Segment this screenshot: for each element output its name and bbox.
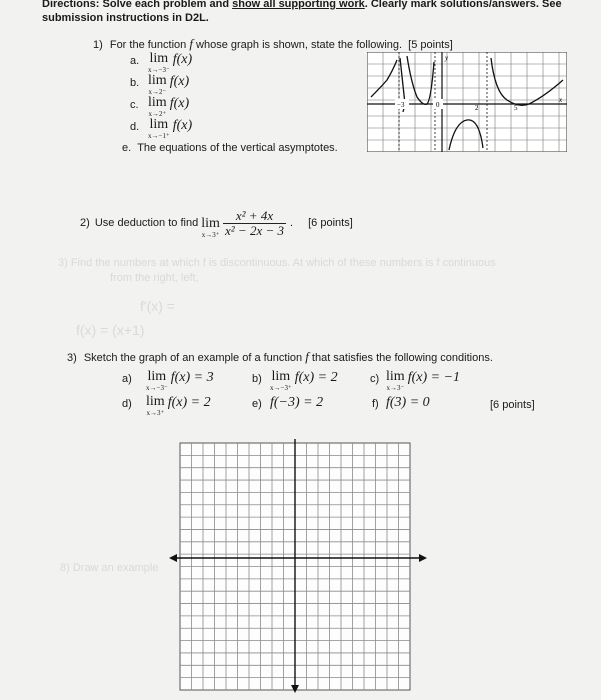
q2-prompt [80, 207, 353, 239]
q1-item-c [130, 96, 189, 118]
q1-item-e [122, 142, 338, 154]
q2-prompt-text: Use deduction to find [94, 217, 199, 229]
condition-label: c) [370, 373, 380, 385]
lim-subscript: x→3⁻ [386, 384, 405, 392]
q3-number: 3) [67, 352, 77, 364]
condition-expr: f(x) = −1 [407, 370, 461, 385]
q1-item-d [130, 118, 192, 140]
lim-word: lim [148, 73, 167, 88]
condition-label: a) [122, 373, 132, 385]
q1-prompt [93, 36, 453, 52]
condition-expr: f(−3) = 2 [270, 395, 324, 410]
q1-expr: f(x) [169, 74, 190, 89]
q1-prompt-a: For the function [109, 39, 190, 51]
q3-prompt-a: Sketch the graph of an example of a function [83, 352, 306, 364]
q3-condition-d [122, 395, 211, 417]
condition-expr: f(x) = 3 [170, 370, 214, 385]
graph-label-x: x [559, 96, 563, 104]
q2-fraction [223, 209, 286, 238]
directions-text: Directions: Solve each problem and [42, 0, 233, 10]
lim-word: lim [201, 216, 220, 231]
q2-numerator: x² + 4x [223, 209, 286, 224]
lim-subscript: x→−3⁻ [146, 384, 168, 392]
ghost-line-2: from the right, left, [110, 272, 199, 284]
lim-word: lim [147, 369, 167, 384]
condition-expr: f(x) = 2 [167, 395, 211, 410]
q1-item-letter: c. [130, 99, 139, 111]
q1-number: 1) [93, 39, 103, 51]
q1-item-letter: b. [130, 77, 140, 89]
q2-number: 2) [80, 217, 90, 229]
lim-subscript: x→2⁺ [148, 110, 167, 118]
q3-condition-c [370, 370, 460, 392]
q1-item-letter: e. [122, 142, 132, 154]
q2-period: . [289, 217, 294, 229]
lim-subscript: x→3⁺ [201, 231, 220, 239]
directions-text-end: . Clearly mark solutions/answers. See [364, 0, 562, 10]
graph-label-five: 5 [514, 104, 518, 112]
condition-expr: f(3) = 0 [386, 395, 430, 410]
ghost-line-5: 8) Draw an example [60, 562, 159, 574]
q1-prompt-b: whose graph is shown, state the following. [192, 39, 403, 51]
x-axis-right-arrow-icon [419, 554, 427, 562]
q1-item-e-text: The equations of the vertical asymptotes. [137, 142, 338, 154]
q3-prompt [67, 349, 493, 365]
lim-subscript: x→3⁺ [146, 409, 165, 417]
lim-word: lim [148, 95, 167, 110]
q1-item-letter: a. [130, 55, 140, 67]
q3-condition-b [252, 370, 338, 392]
q3-condition-a [122, 370, 214, 392]
lim-subscript: x→2⁻ [148, 88, 167, 96]
lim-word: lim [146, 394, 165, 409]
q1-func: f [189, 36, 193, 51]
graph-label-y: y [445, 54, 449, 62]
directions [42, 0, 582, 25]
q1-item-a [130, 52, 192, 74]
q1-expr: f(x) [172, 52, 193, 67]
directions-emphasis: show all supporting work [232, 0, 365, 10]
q1-points: [5 points] [408, 39, 453, 51]
lim-word: lim [149, 51, 169, 66]
condition-label: f) [372, 398, 379, 410]
ghost-line-4: f(x) = (x+1) [76, 322, 145, 338]
lim-word: lim [386, 369, 405, 384]
q1-item-b [130, 74, 189, 96]
q2-points: [6 points] [308, 217, 353, 229]
q3-points: [6 points] [490, 399, 535, 411]
q3-condition-e [252, 395, 323, 411]
q3-prompt-b: that satisfies the following conditions. [308, 352, 493, 364]
q3-func: f [305, 349, 309, 364]
lim-word: lim [271, 369, 291, 384]
graph-label-zero: 0 [436, 101, 440, 109]
q3-sketch-grid [165, 435, 430, 695]
x-axis-left-arrow-icon [169, 554, 177, 562]
q1-expr: f(x) [172, 118, 193, 133]
ghost-line-1: 3) Find the numbers at which f is discontinuous. At which of these numbers is f continuous [58, 257, 496, 269]
q1-expr: f(x) [169, 96, 190, 111]
q3-condition-f [372, 395, 430, 411]
lim-subscript: x→−1⁺ [148, 132, 170, 140]
condition-label: e) [252, 398, 262, 410]
lim-word: lim [149, 117, 169, 132]
ghost-line-3: f'(x) = [140, 298, 175, 314]
condition-label: b) [252, 373, 262, 385]
q1-function-graph [367, 52, 567, 152]
directions-line2: submission instructions in D2L. [42, 12, 209, 24]
q2-denominator: x² − 2x − 3 [225, 222, 284, 238]
lim-subscript: x→−3⁻ [148, 66, 170, 74]
lim-subscript: x→−3⁺ [270, 384, 292, 392]
condition-label: d) [122, 398, 132, 410]
graph-label-two: 2 [475, 104, 479, 112]
condition-expr: f(x) = 2 [294, 370, 338, 385]
graph-label-neg3: −3 [397, 101, 405, 109]
q1-item-letter: d. [130, 121, 140, 133]
